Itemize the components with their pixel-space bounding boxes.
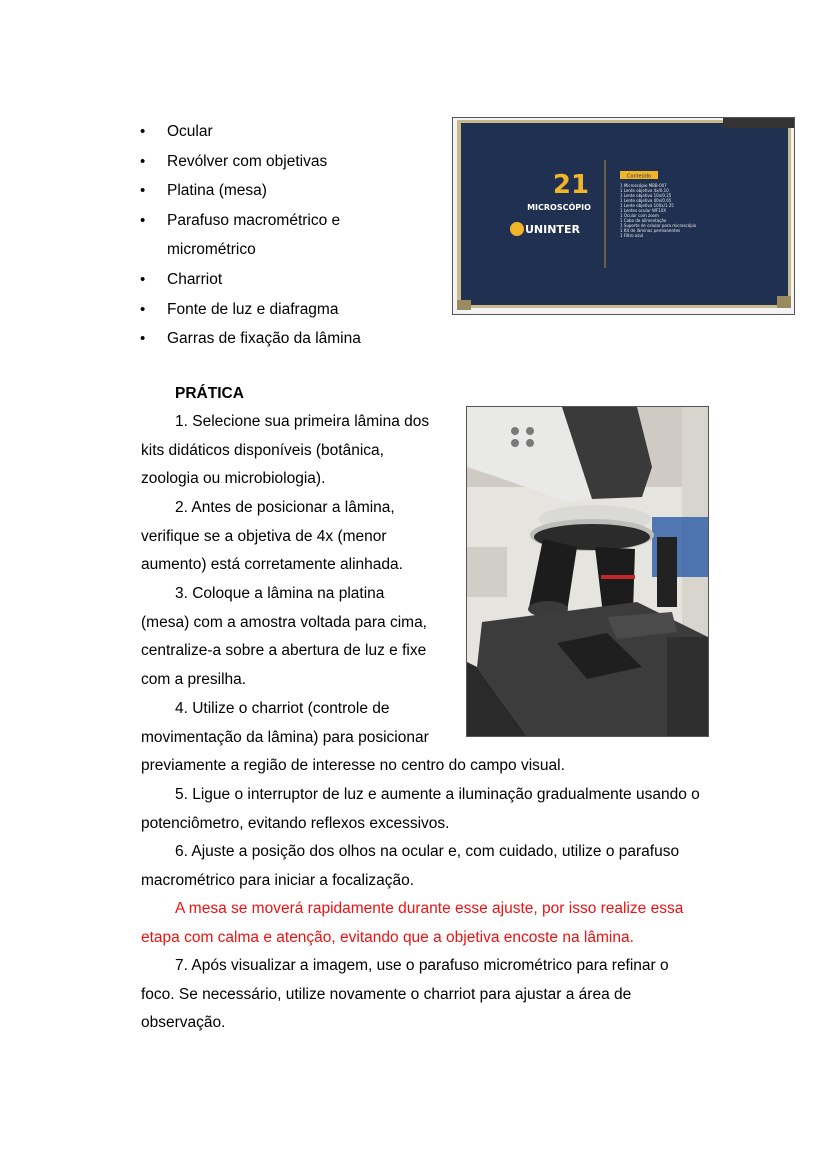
list-item: 1 Suporte de celular para microscópio bbox=[620, 223, 697, 228]
case-brand: UNINTER bbox=[525, 223, 580, 236]
list-item: 1 Lente objetiva 40x/0.65 bbox=[620, 198, 672, 203]
step-1: 1. Selecione sua primeira lâmina dos kits didáticos disponíveis (botânica, zoologia ou microbiologia). bbox=[141, 413, 430, 488]
list-item: • Revólver com objetivas bbox=[140, 147, 440, 177]
step-7: 7. Após visualizar a imagem, use o parafuso micrométrico para refinar o foco. Se necessário, utilize novamente o charriot para ajustar a área de observação. bbox=[141, 957, 669, 1032]
step-5: 5. Ligue o interruptor de luz e aumente a iluminação gradualmente usando o potenciômetro, evitando reflexos excessivos. bbox=[141, 786, 700, 832]
case-product: MICROSCÓPIO bbox=[527, 203, 591, 212]
list-item: 1 Lente objetiva 100x/1.25 bbox=[620, 203, 674, 208]
list-item: 1 Kit de lâminas permanentes bbox=[620, 228, 681, 233]
microscope-photo bbox=[466, 406, 709, 737]
practice-title: PRÁTICA bbox=[175, 385, 244, 402]
list-item: • Platina (mesa) bbox=[140, 176, 440, 206]
step-3: 3. Coloque a lâmina na platina (mesa) com a amostra voltada para cima, centralize-a sobre a abertura de luz e fixe com a presilha. bbox=[141, 585, 427, 689]
list-item: 1 Filtro azul bbox=[620, 233, 644, 238]
warning-note: A mesa se moverá rapidamente durante esse ajuste, por isso realize essa etapa com calma e atenção, evitando que a objetiva encoste na lâmina. bbox=[141, 900, 684, 946]
list-item: 1 Lente objetiva 10x/0.25 bbox=[620, 193, 672, 198]
list-item: • Parafuso macrométrico e micrométrico bbox=[140, 206, 387, 265]
list-item: 1 Lente objetiva 4x/0.10 bbox=[620, 188, 669, 193]
step-6: 6. Ajuste a posição dos olhos na ocular e, com cuidado, utilize o parafuso macrométrico para iniciar a focalização. bbox=[141, 843, 680, 889]
case-number: 21 bbox=[552, 170, 590, 200]
case-contents-header: Conteúdo bbox=[626, 173, 652, 180]
microscope-case-photo bbox=[452, 117, 795, 315]
list-item: • Garras de fixação da lâmina bbox=[140, 324, 440, 354]
step-4: 4. Utilize o charriot (controle de movimentação da lâmina) para posicionar previamente a região de interesse no centro do campo visual. bbox=[141, 700, 565, 775]
list-item: 1 Cabo de alimentação bbox=[620, 218, 667, 223]
list-item: 1 Lentes ocular WF10X bbox=[620, 208, 667, 213]
step-2: 2. Antes de posicionar a lâmina, verifique se a objetiva de 4x (menor aumento) está corretamente alinhada. bbox=[141, 499, 403, 574]
list-item: • Ocular bbox=[140, 117, 440, 147]
list-item: • Charriot bbox=[140, 265, 440, 295]
parts-list bbox=[140, 117, 440, 354]
list-item: 1 Ocular com zoom bbox=[620, 213, 659, 218]
list-item: 1 Microscópio MBB-007 bbox=[620, 183, 667, 188]
globe-icon bbox=[510, 222, 524, 236]
list-item: • Fonte de luz e diafragma bbox=[140, 295, 440, 325]
